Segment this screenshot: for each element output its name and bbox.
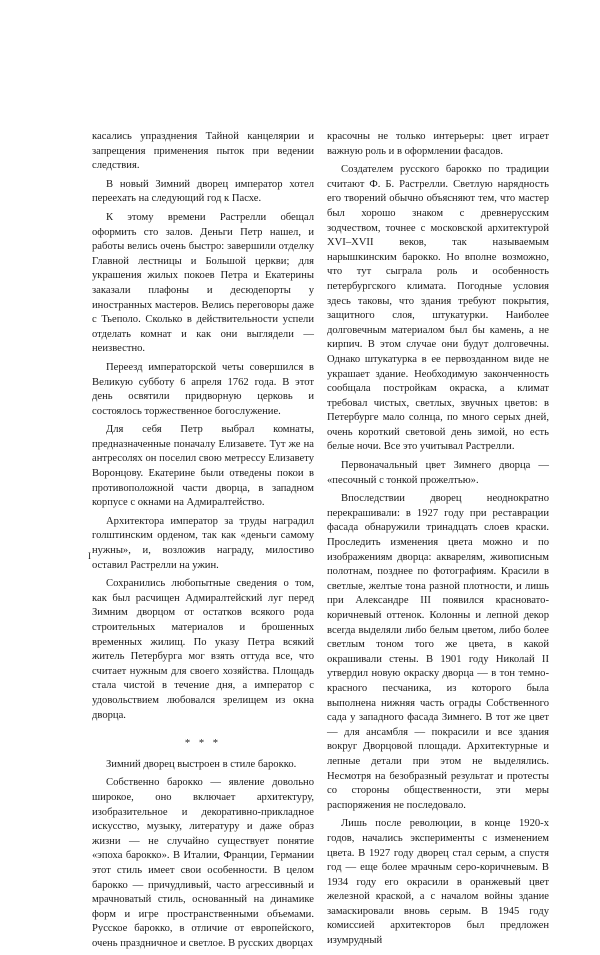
paragraph: Впоследствии дворец неоднократно перекрашивали: в 1927 году при реставрации фасада обнаружили тринадцать слоев краски. Проследить изменения цвета можно и по изображениям дворца: акварелям, живописным полотнам, позднее по фотографиям. Красили в светлые, желтые тона разной плотности, и лишь при Александре III появился красновато-коричневый оттенок. Колонны и лепной декор всегда выделяли либо белым цветом, либо более светлым тоном того же цвета, в какой окрашивали стены. В 1901 году Николай II утвердил новую окраску дворца — в тон темно-красного песчаника, из которого была выполнена нижняя часть ограды Собственного сада у западного фасада Зимнего. В тот же цвет — для ансамбля — покрасили и все здания вокруг Дворцовой площади. Архитектурные и лепные детали при этом не выделялись. Несмотря на безобразный результат и протесты со стороны общественности, эти меры распоряжения не последовало. bbox=[327, 493, 549, 811]
paragraph: красочны не только интерьеры: цвет играет важную роль и в оформлении фасадов. bbox=[327, 131, 549, 157]
right-column bbox=[327, 130, 549, 953]
margin-mark: I bbox=[88, 551, 91, 561]
section-separator: * * * bbox=[184, 738, 222, 750]
paragraph: В новый Зимний дворец император хотел переехать на следующий год к Пасхе. bbox=[92, 178, 314, 205]
paragraph: К этому времени Растрелли обещал оформить сто залов. Деньги Петр нашел, и работы велись очень быстро: завершили отделку Главной лестницы и Большой церкви; для украшения жилых покоев Петра и Екатерины заказали плафоны и десюдепорты у иностранных мастеров. Велись переговоры даже с Тьеполо. Сколько в действительности успели отделать комнат и как они выглядели — неизвестно. bbox=[92, 211, 314, 355]
paragraph: Сохранились любопытные сведения о том, как был расчищен Адмиралтейский луг перед Зимним дворцом от остатков всякого рода строительных материалов и брошенных временных жилищ. По указу Петра всякий житель Петербурга мог взять оттуда все, что считает нужным для своего хозяйства. Площадь стала чистой в течение дня, а император с удовольствием любовался зрелищем из окна дворца. bbox=[92, 578, 314, 721]
paragraph: Лишь после революции, в конце 1920-х годов, начались эксперименты с изменением цвета. В 1927 году дворец стал серым, а спустя год — еще более мрачным серо-коричневым. В 1934 году его окрасили в оранжевый цвет железной краской, а с началом войны здание замаскировали вновь серым. В 1945 году комиссией архитекторов был предложен изумрудный bbox=[327, 818, 549, 947]
paragraph: Архитектора император за труды наградил голштинским орденом, так как «деньги самому нужны», и, возложив награду, милостиво оставил Растрелли на ужин. bbox=[92, 515, 314, 571]
paragraph: Собственно барокко — явление довольно широкое, оно включает архитектуру, изобразительное и декоративно-прикладное искусство, музыку, литературу и даже образ жизни — не случайно существует понятие «эпоха барокко». В Италии, Франции, Германии этот стиль имеет свои особенности. В целом барокко — причудливый, часто агрессивный и мрачноватый стиль, основанный на динамике форм и игре пространственными объемами. Русское барокко, в отличие от европейского, очень праздничное и светлое. В русских дворцах bbox=[92, 777, 314, 949]
paragraph: Зимний дворец выстроен в стиле барокко. bbox=[106, 758, 297, 770]
paragraph: Для себя Петр выбрал комнаты, предназначенные поначалу Елизавете. Тут же на антресолях он поселил свою метрессу Елизавету Воронцову. Екатерине были отведены покои в противоположной части дворца, в западном корпусе с окнами на Адмиралтейство. bbox=[92, 424, 314, 509]
left-column bbox=[92, 130, 314, 955]
paragraph: Переезд императорской четы совершился в Великую субботу 6 апреля 1762 года. В этот день освятили придворную церковь и состоялось торжественное богослужение. bbox=[92, 361, 314, 417]
paragraph: касались упразднения Тайной канцелярии и запрещения применения пыток при ведении следствия. bbox=[92, 131, 314, 172]
paragraph: Создателем русского барокко по традиции считают Ф. Б. Растрелли. Светлую нарядность его творений обычно объясняют тем, что мастер был хорошо знаком с древнерусским зодчеством, точнее с московской архитектурой XVI–XVII веков, так называемым нарышкинским барокко. Но вполне возможно, что тут сыграла роль и особенность петербургского климата. Погодные условия здесь таковы, что здания требуют покрытия, защитного слоя, штукатурки. Наиболее долговечным материалом был бы камень, а не кирпич. В этом случае они будут долговечны. Однако штукатурка в ее первозданном виде не украшает здание. Необходимую законченность сообщала постройкам окраска, а климат требовал чистых, светлых, звучных цветов: в Петербурге мало солнца, по много серых дней, очень короткий световой день зимой, но есть белые ночи. Все это учитывал Растрелли. bbox=[327, 164, 549, 453]
paragraph: Первоначальный цвет Зимнего дворца — «песочный с тонкой прожелтью». bbox=[327, 460, 549, 486]
